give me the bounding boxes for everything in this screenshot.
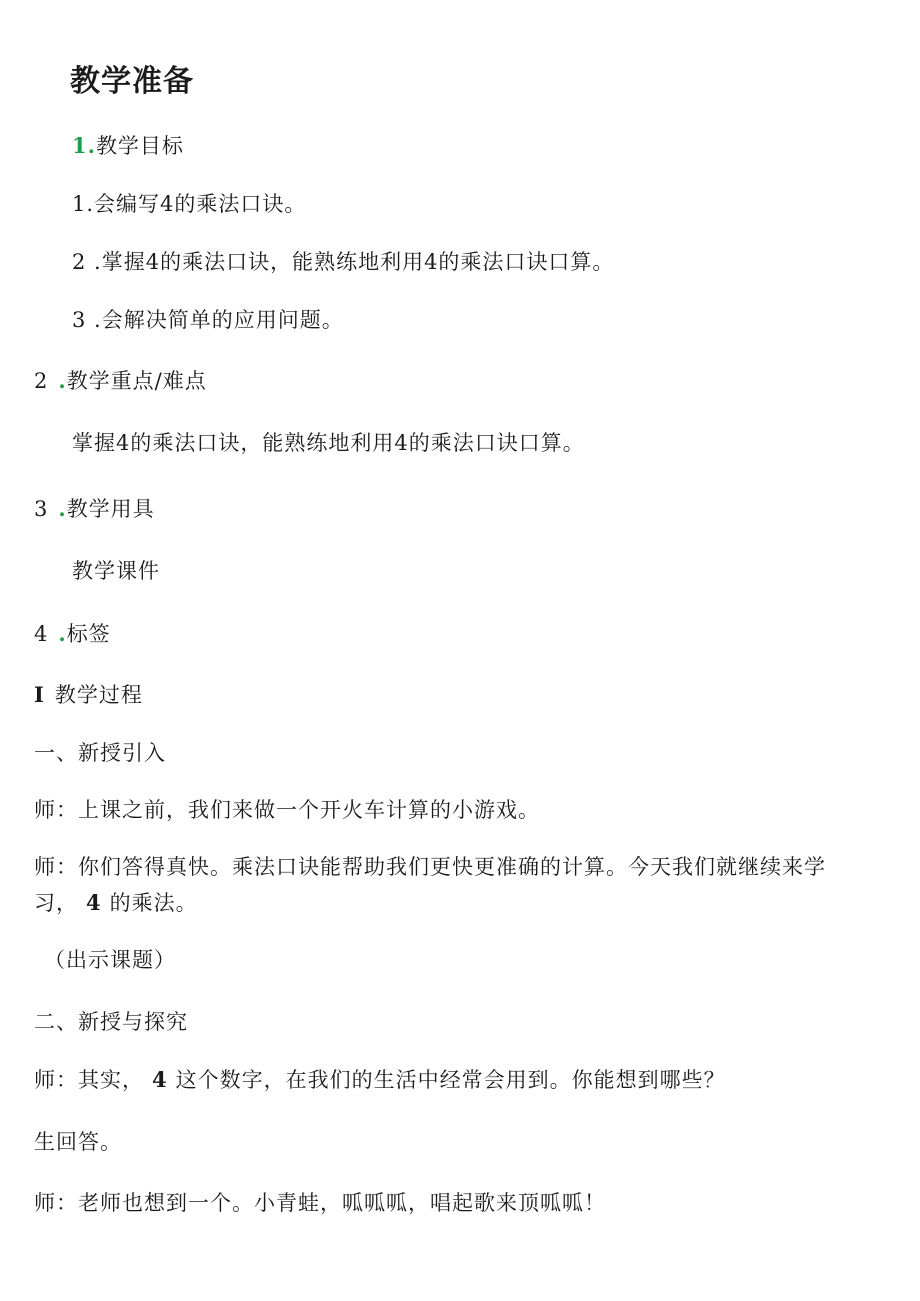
paragraph-5: 生回答。 <box>34 1130 122 1154</box>
page-title: 教学准备 <box>70 64 194 99</box>
paragraph-1: 师：上课之前，我们来做一个开火车计算的小游戏。 <box>34 798 540 822</box>
section-3-heading <box>34 495 155 523</box>
section-4-dot: . <box>58 621 67 646</box>
section-1-number: 1. <box>72 133 96 158</box>
section-4-number: 4 <box>34 622 49 646</box>
part-1-heading: 一、新授引入 <box>34 741 166 765</box>
section-3-number: 3 <box>34 497 49 521</box>
paragraph-2-number: 4 <box>86 890 102 915</box>
paragraph-2-text-a: 习， <box>34 891 78 915</box>
key-point-text: 掌握4的乘法口诀，能熟练地利用4的乘法口诀口算。 <box>72 431 585 455</box>
process-marker: I <box>34 682 45 707</box>
section-4-label: 标签 <box>66 622 111 646</box>
section-1-heading <box>72 132 184 160</box>
goal-item-2: 2 .掌握4的乘法口诀，能熟练地利用4的乘法口诀口算。 <box>72 250 615 274</box>
section-2-number: 2 <box>34 369 49 393</box>
section-3-dot: . <box>58 496 67 521</box>
goal-item-1: 1.会编写4的乘法口诀。 <box>72 192 307 216</box>
paragraph-6: 师：老师也想到一个。小青蛙，呱呱呱，唱起歌来顶呱呱！ <box>34 1191 606 1215</box>
process-heading <box>34 681 143 709</box>
paragraph-3: （出示课题） <box>44 948 176 972</box>
section-2-label: 教学重点/难点 <box>66 369 207 393</box>
paragraph-2-text-b: 的乘法。 <box>109 891 198 915</box>
tools-text: 教学课件 <box>72 559 160 583</box>
process-label: 教学过程 <box>54 683 143 707</box>
paragraph-4-text-a: 师：其实， <box>34 1068 144 1092</box>
section-2-heading <box>34 367 207 395</box>
section-1-label: 教学目标 <box>95 134 184 158</box>
part-2-heading: 二、新授与探究 <box>34 1010 188 1034</box>
section-4-heading <box>34 620 111 648</box>
paragraph-4-number: 4 <box>152 1067 168 1092</box>
section-3-label: 教学用具 <box>66 497 155 521</box>
section-2-dot: . <box>58 368 67 393</box>
paragraph-2-line-1: 师：你们答得真快。乘法口诀能帮助我们更快更准确的计算。今天我们就继续来学 <box>34 855 826 879</box>
paragraph-4-text-b: 这个数字，在我们的生活中经常会用到。你能想到哪些？ <box>175 1068 726 1092</box>
paragraph-4 <box>34 1066 726 1094</box>
goal-item-3: 3 .会解决简单的应用问题。 <box>72 308 344 332</box>
paragraph-2-line-2 <box>34 889 198 917</box>
